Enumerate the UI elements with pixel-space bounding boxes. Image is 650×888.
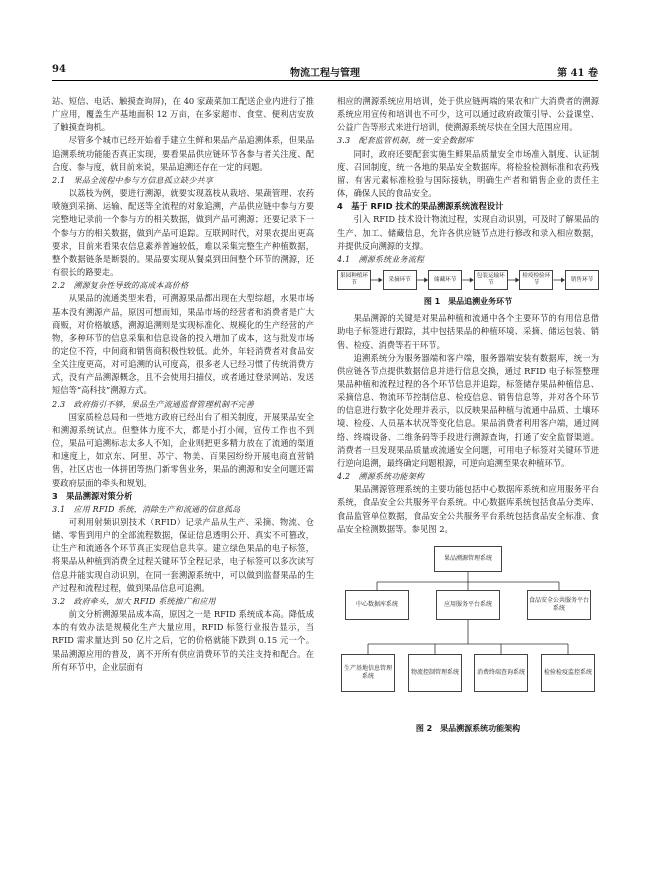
flow-step-box: 销售环节 xyxy=(565,270,599,290)
body-paragraph: 相应的溯源系统应用培训，处于供应链两端的果农和广大消费者的溯源系统应用宣传和培训也不可少，这可以通过政府政策引导、公益课堂、公益广告等形式来进行培训，使溯源系统尽快在全国大范围应用。 xyxy=(337,96,599,133)
flow-step-box: 采摘环节 xyxy=(383,270,417,290)
flow-step-box: 包装运输环节 xyxy=(474,270,508,290)
tree-level3-box: 物流控制管理系统 xyxy=(408,654,462,692)
tree-root-box: 果品溯源管理系统 xyxy=(434,546,502,572)
page-number: 94 xyxy=(52,64,66,75)
journal-title: 物流工程与管理 xyxy=(290,68,360,79)
flow-step-box: 检疫检验环节 xyxy=(519,270,553,290)
flow-step-box: 储藏环节 xyxy=(428,270,462,290)
page-header xyxy=(52,64,598,81)
subsection-heading: 2.3 政府指引不够，果品生产流通监督管理机制不完善 xyxy=(52,399,254,409)
subsection-heading: 3.2 政府牵头，加大 RFID 系统推广和应用 xyxy=(52,596,216,606)
subsection-heading: 4.1 溯源系统业务流程 xyxy=(337,254,425,264)
figure-1-flow xyxy=(337,270,599,292)
figure-2-tree xyxy=(337,544,599,720)
body-paragraph: 引入 RFID 技术设计物流过程，实现自动识别，可及时了解果品的生产、加工、储藏信息，允许各供应链节点进行修改和录入相应数据，并提供反向溯源的支撑。 xyxy=(337,214,599,251)
tree-level2-box: 食品安全公共服务平台系统 xyxy=(527,590,591,620)
subsection-heading: 2.2 溯源复杂性导致的高成本高价格 xyxy=(52,281,189,291)
figure-caption: 图 1 果品追溯业务环节 xyxy=(423,297,513,307)
tree-level3-box: 生产基地信息管理系统 xyxy=(341,654,395,692)
body-paragraph: 果品溯源管理系统的主要功能包括中心数据库系统和应用服务平台系统，食品安全公共服务平台系统。中心数据库系统包括食品分类库、食品监管单位数据，食品安全公共服务平台系统包括食品安全标准、食品安全检测数据等。参见图 2。 xyxy=(337,484,599,534)
right-column xyxy=(337,95,599,739)
body-paragraph: 果品溯源的关键是对果品种植和流通中各个主要环节的有用信息借助电子标签进行跟踪，其中包括果品的种植环境、采摘、储运包装、销售、检疫、消费等若干环节。 xyxy=(337,313,599,350)
flow-step-box: 果园种植环节 xyxy=(337,270,371,290)
subsection-heading: 4.2 溯源系统功能架构 xyxy=(337,472,425,482)
body-paragraph: 可利用射频识别技术（RFID）记录产品从生产、采摘、物流、仓储、零售到用户的全部流程数据，保证信息透明公开、真实不可篡改，让生产和流通各个环节真正实现信息共享。建立绿色果品的电子标签，将果品从种植到消费全过程关键环节全程记录，电子标签可以多次读写信息并能实现自动识别，在同一套溯源系统中，可以做到监督果品的生产过程和流程过程，做到果品信息可追溯。 xyxy=(52,517,314,593)
section-heading: 3 果品溯源对策分析 xyxy=(52,490,133,501)
subsection-heading: 2.1 果品全流程中参与方信息孤立缺少共享 xyxy=(52,175,213,185)
body-paragraph: 前文分析溯源果品成本高，原因之一是 RFID 系统成本高。降低成本的有效办法是规模化生产大量应用，RFID 标签行业报告显示，当 RFID 需求量达到 50 亿片之后，它的价格就能下跌到 0.15 元一个。果品溯源应用的普及，离不开所有供应消费环节的关注支持和配合。在所有环节中，企业层面有 xyxy=(52,609,314,672)
tree-level2-box: 中心数据库系统 xyxy=(345,590,409,620)
subsection-heading: 3.3 配套监管机制，统一安全数据库 xyxy=(337,136,474,146)
body-paragraph: 以荔枝为例，要进行溯源，就要实现荔枝从栽培、果蔬管理、农药喷施到采摘、运输、配送等全流程的对象追溯，产品供应链中参与方要完整地记录前一个参与方的相关数据，做到产品可溯源；还要记录下一个参与方的相关数据，做到产品可追踪。互联网时代，对果农提出更高要求，目前来看果农信息素养普遍较低，难以采集完整生产种植数据，整个数据链条是断裂的。果品要实现从餐桌到田间整个环节的溯源，还有很长的路要走。 xyxy=(52,188,314,278)
body-paragraph: 尽管多个城市已经开始着手建立生鲜和果品产品追溯体系，但果品追溯系统功能能否真正实现，要看果品供应链环节各参与者关注度、配合度、参与度，就目前来说，果品追溯还存在一定的问题。 xyxy=(52,135,314,172)
section-heading: 4 基于 RFID 技术的果品溯源系统流程设计 xyxy=(337,201,504,212)
figure-1-arrows xyxy=(337,270,599,292)
body-paragraph: 国家质检总局和一些地方政府已经出台了相关制度，开展果品安全和溯源系统试点。但整体力度不大，都是小打小闹，宣传工作也不到位，果品可追溯标志太多人不知，企业则把更多精力放在了流通的渠道和速度上，如京东、阿里、苏宁、物美、百果园纷纷开展电商直营销售，社区店也一体拼团等热门新零售业务，果品的溯源和安全问题还需要政府层面的牵头和规划。 xyxy=(52,411,314,488)
volume-label: 第 41 卷 xyxy=(557,68,598,79)
left-column xyxy=(52,95,314,674)
tree-level3-box: 检验检疫监控系统 xyxy=(541,654,595,692)
figure-caption: 图 2 果品溯源系统功能架构 xyxy=(415,723,521,733)
tree-level3-box: 消费终端查询系统 xyxy=(474,654,528,692)
tree-level2-box: 应用服务平台系统 xyxy=(436,590,500,620)
body-paragraph: 从果品的流通类型来看，可溯源果品都出现在大型综超，水果市场基本没有溯源产品，原因可想而知，果品市场的经营者和消费者是广大商贩，对价格敏感，溯源追溯则是实现标准化、规模化的生产经营的产物，多种环节的信息采集和信息设备的投入增加了成本，这与批发市场的定位不符，中间商和销售商积极性较低。此外，年轻消费者对食品安全关注度更高，对可追溯的认可度高，很多老人已经习惯了传统消费方式，没有产品溯源概念，且不会使用扫描仪，或者通过登录网站、发送短信等“高科技”溯源方式。 xyxy=(52,293,314,396)
body-paragraph: 站、短信、电话、触摸查询屏)，在 40 家蔬菜加工配送企业内进行了推广应用，覆盖生产基地面积 12 万亩，在多家超市、食堂、便利店安放了触摸查询机。 xyxy=(52,96,314,133)
subsection-heading: 3.1 应用 RFID 系统，消除生产和流通的信息孤岛 xyxy=(52,504,241,514)
body-paragraph: 追溯系统分为服务器端和客户端，服务器端安装有数据库，统一为供应链各节点提供数据信息并进行信息交换，通过 RFID 电子标签整理果品种植和流程过程的各个环节信息并追踪，标签储存果品种植信息、采摘信息、物流环节控制信息、检疫信息、销售信息等，并对各个环节的信息进行数字化处理并表示，以反映果品种植与流通中品质、土壤环境、检疫、人员基本状况等变化信息。果品消费者利用客户端，通过网络、终端设备、二维条码等手段进行溯源查询，打通了安全监督渠道。消费者一旦发现果品质量或流通安全问题，可用电子标签对关键环节进行逆向追溯，最终确定问题根源，可逆向追溯至果农种植环节。 xyxy=(337,352,599,468)
body-paragraph: 同时，政府还要配套实施生鲜果品质量安全市场准入制度、认证制度、召回制度，统一各地的果品安全数据库。将检验检测标准和农药残留、有害元素标准检验与国际接轨，明确生产者和销售企业的责任主体，确保人民的食品安全。 xyxy=(337,148,599,199)
